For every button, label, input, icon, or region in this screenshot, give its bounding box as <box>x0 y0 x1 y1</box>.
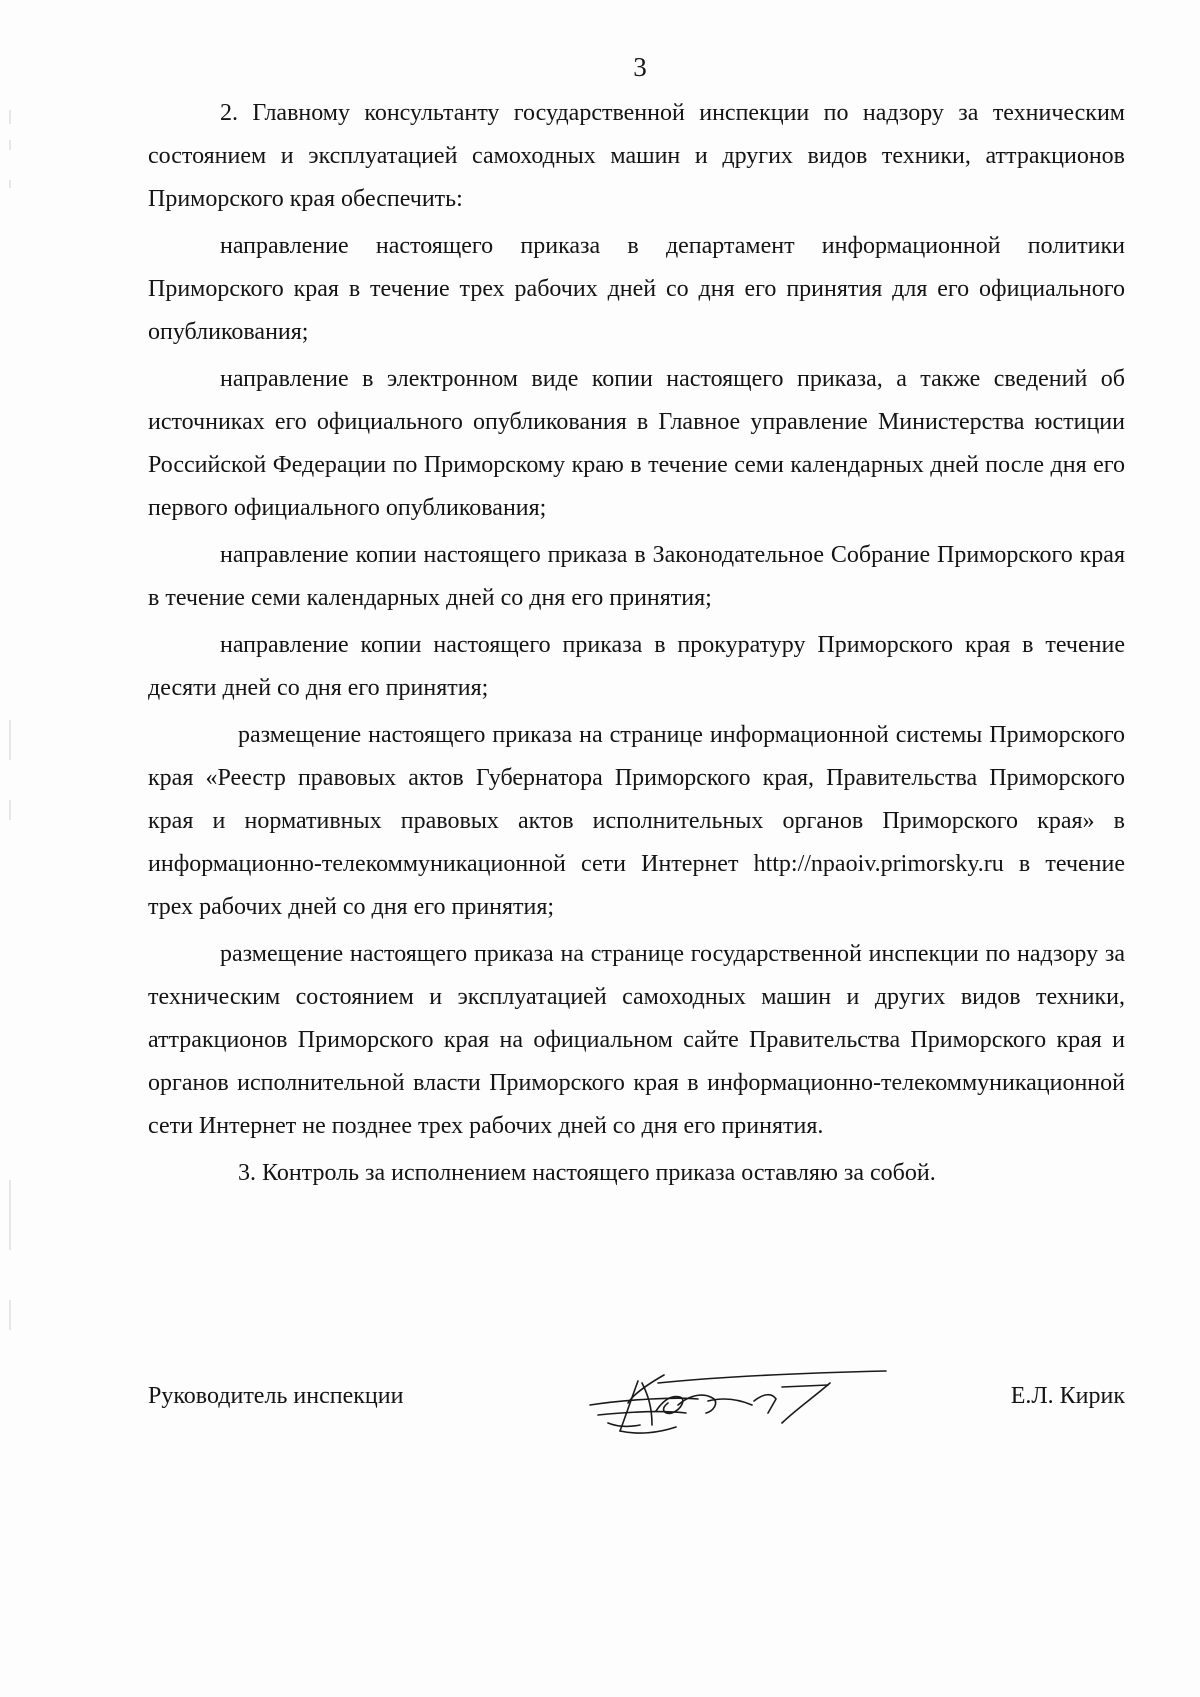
signatory-name: Е.Л. Кирик <box>1010 1383 1125 1409</box>
scan-margin-marks <box>8 0 12 1697</box>
signatory-title: Руководитель инспекции <box>148 1383 404 1409</box>
paragraph-item: направление копии настоящего приказа в прокуратуру Приморского края в течение десяти дней со дня его принятия; <box>148 632 1125 701</box>
signature-block <box>148 1355 1125 1435</box>
page-number: 3 <box>633 52 647 82</box>
paragraph-item: размещение настоящего приказа на странице информационной системы Приморского края «Реестр правовых актов Губернатора Приморского края, Правительства Приморского края и нормативных правовых актов исполнительных органов Приморского края» в информационно-телекоммуникационной сети Интернет http://npaoiv.primorsky.ru в течение трех рабочих дней со дня его принятия; <box>148 722 1125 920</box>
document-body <box>148 92 1125 1199</box>
paragraph-item: размещение настоящего приказа на странице государственной инспекции по надзору за техническим состоянием и эксплуатацией самоходных машин и других видов техники, аттракционов Приморского края на официальном сайте Правительства Приморского края и органов исполнительной власти Приморского края в информационно-телекоммуникационной сети Интернет не позднее трех рабочих дней со дня его принятия. <box>148 941 1125 1139</box>
paragraph-item: направление в электронном виде копии настоящего приказа, а также сведений об источниках его официального опубликования в Главное управление Министерства юстиции Российской Федерации по Приморскому краю в течение семи календарных дней после дня его первого официального опубликования; <box>148 366 1125 521</box>
paragraph-point-3: 3. Контроль за исполнением настоящего приказа оставляю за собой. <box>238 1160 936 1186</box>
handwritten-signature <box>568 1353 908 1443</box>
paragraph-point-2: 2. Главному консультанту государственной инспекции по надзору за техническим состоянием и эксплуатацией самоходных машин и других видов техники, аттракционов Приморского края обеспечить: <box>148 100 1125 212</box>
paragraph-item: направление настоящего приказа в департамент информационной политики Приморского края в течение трех рабочих дней со дня его принятия для его официального опубликования; <box>148 233 1125 345</box>
paragraph-item: направление копии настоящего приказа в Законодательное Собрание Приморского края в течение семи календарных дней со дня его принятия; <box>148 542 1125 611</box>
